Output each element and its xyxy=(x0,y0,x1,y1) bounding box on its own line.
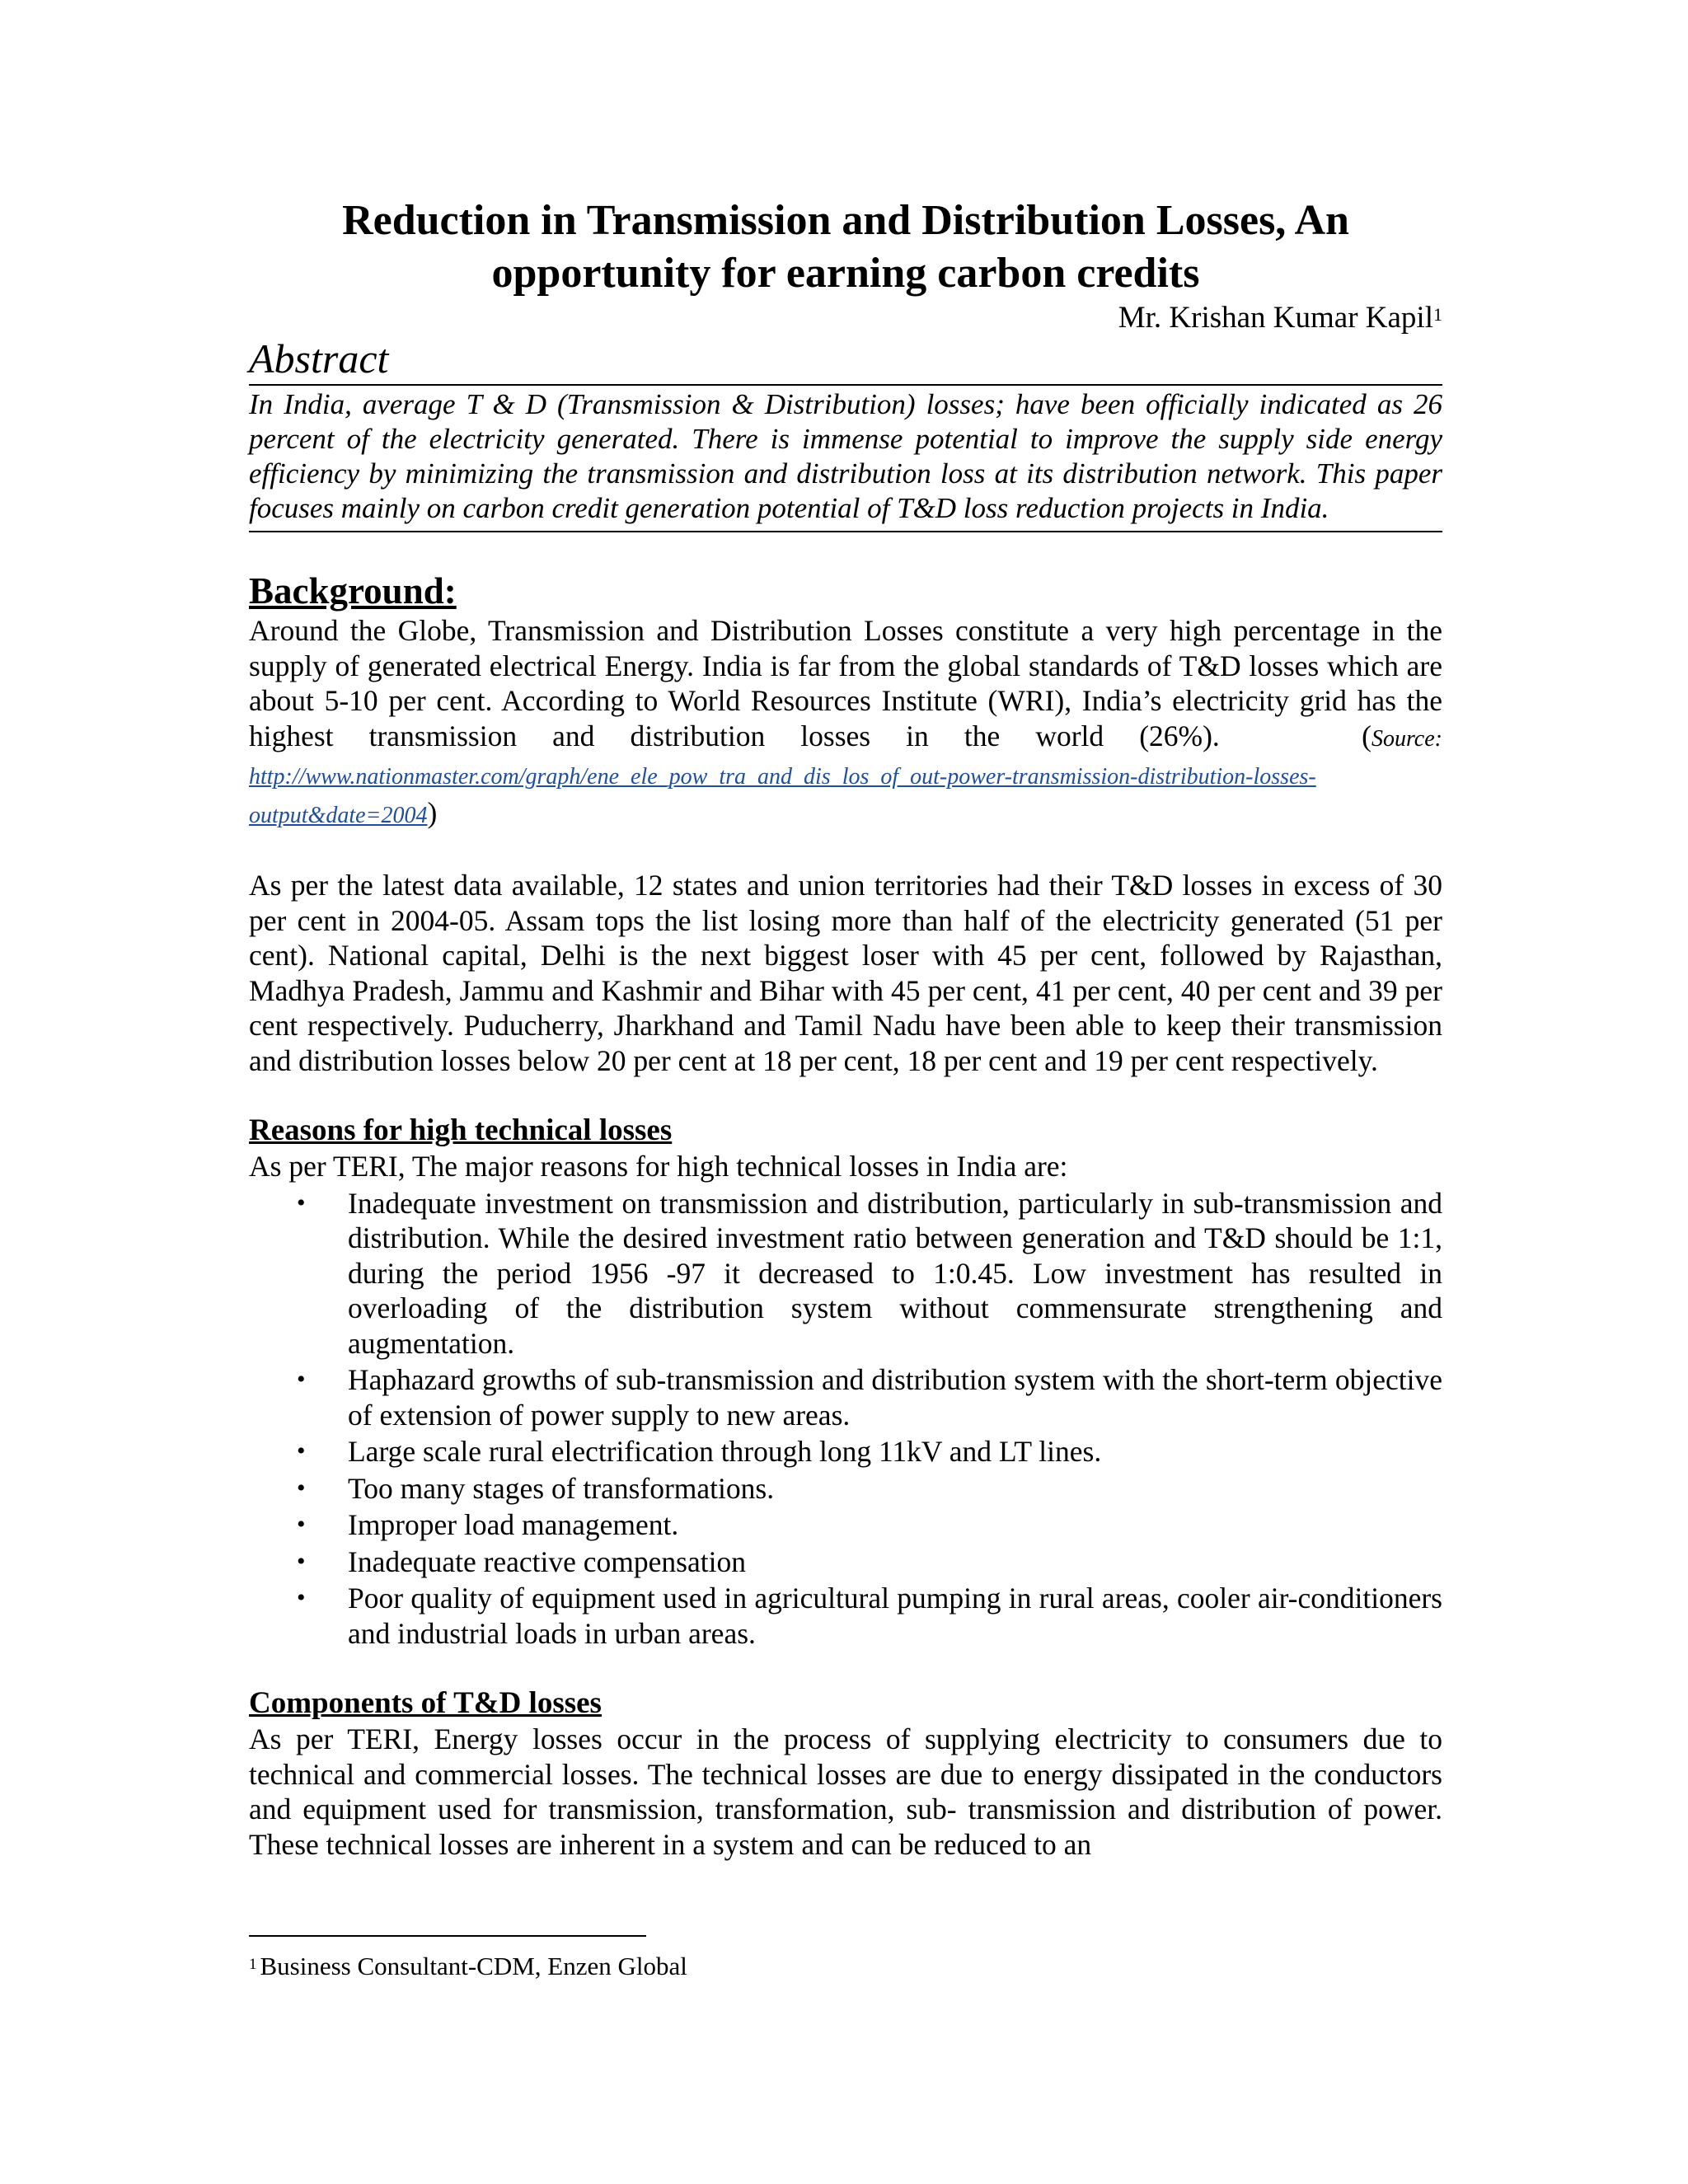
background-paragraph-2: As per the latest data available, 12 states and union territories had their T&D losses in excess of 30 per cent in 2004-05. Assam tops the list losing more than half of the electricity generated (51 per cent). National capital, Delhi is the next biggest loser with 45 per cent, followed by Rajasthan, Madhya Pradesh, Jammu and Kashmir and Bihar with 45 per cent, 41 per cent, 40 per cent and 39 per cent respectively. Puducherry, Jharkhand and Tamil Nadu have been able to keep their transmission and distribution losses below 20 per cent at 18 per cent, 18 per cent and 19 per cent respectively. xyxy=(249,869,1442,1077)
list-item-text: Large scale rural electrification through long 11kV and LT lines. xyxy=(348,1435,1102,1468)
author-footnote-mark[interactable]: 1 xyxy=(1433,304,1442,325)
author-name: Mr. Krishan Kumar Kapil xyxy=(1118,301,1433,335)
background-paragraph-1 xyxy=(249,613,1442,833)
source-link[interactable]: http://www.nationmaster.com/graph/ene_ele_pow_tra_and_dis_los_of_out-power-transmission-distribution-losses-output&date=2004 xyxy=(249,764,1316,828)
list-item xyxy=(297,1186,1442,1361)
list-item-text: Haphazard growths of sub-transmission and distribution system with the short-term objective of extension of power supply to new areas. xyxy=(348,1363,1442,1432)
list-item-text: Poor quality of equipment used in agricultural pumping in rural areas, cooler air-conditioners and industrial loads in urban areas. xyxy=(348,1582,1442,1650)
title-line-2: opportunity for earning carbon credits xyxy=(491,250,1200,297)
background-heading: Background: xyxy=(249,570,457,612)
footnote-text: Business Consultant-CDM, Enzen Global xyxy=(260,1952,687,1980)
bullet-icon: • xyxy=(297,1474,306,1502)
reasons-heading: Reasons for high technical losses xyxy=(249,1113,673,1147)
bullet-icon: • xyxy=(297,1437,306,1465)
components-heading: Components of T&D losses xyxy=(249,1686,602,1720)
components-paragraph: As per TERI, Energy losses occur in the process of supplying electricity to consumers due to technical and commercial losses. The technical losses are due to energy dissipated in the conductors and equipment used for transmission, transformation, sub- transmission and distribution of power. These technical losses are inherent in a system and can be reduced to an xyxy=(249,1722,1442,1861)
bullet-icon: • xyxy=(297,1547,306,1575)
footnote xyxy=(249,1950,687,1983)
source-open-paren: ( xyxy=(1362,719,1372,752)
list-item xyxy=(297,1544,1442,1580)
bullet-icon: • xyxy=(297,1366,306,1393)
footnote-mark: 1 xyxy=(249,1956,257,1973)
list-item xyxy=(297,1581,1442,1651)
page-content xyxy=(249,194,1442,1862)
list-item-text: Inadequate investment on transmission and distribution, particularly in sub-transmission and distribution. While the desired investment ratio between generation and T&D should be 1:1, during the period 1956 -97 it decreased to 1:0.45. Low investment has resulted in overloading of the distribution system without commensurate strengthening and augmentation. xyxy=(348,1186,1442,1360)
bullet-icon: • xyxy=(297,1188,306,1216)
source-label: Source: xyxy=(1371,725,1442,752)
abstract-text: In India, average T & D (Transmission & Distribution) losses; have been officially indicated as 26 percent of the electricity generated. There is immense potential to improve the supply side energy efficiency by minimizing the transmission and distribution loss at its distribution network. This paper focuses mainly on carbon credit generation potential of T&D loss reduction projects in India. xyxy=(249,386,1442,532)
reasons-list xyxy=(249,1186,1442,1652)
reasons-intro: As per TERI, The major reasons for high technical losses in India are: xyxy=(249,1150,1068,1183)
bullet-icon: • xyxy=(297,1584,306,1611)
list-item-text: Inadequate reactive compensation xyxy=(348,1544,746,1578)
paper-title xyxy=(249,194,1442,300)
list-item-text: Improper load management. xyxy=(348,1508,679,1541)
source-close-paren: ) xyxy=(427,795,438,829)
title-line-1: Reduction in Transmission and Distribution Losses, An xyxy=(342,197,1349,244)
list-item xyxy=(297,1471,1442,1507)
list-item xyxy=(297,1362,1442,1432)
bullet-icon: • xyxy=(297,1511,306,1538)
author-line xyxy=(249,300,1442,336)
list-item xyxy=(297,1507,1442,1543)
abstract-heading: Abstract xyxy=(249,336,1442,386)
background-paragraph-1-text: Around the Globe, Transmission and Distribution Losses constitute a very high percentage in the supply of generated electrical Energy. India is far from the global standards of T&D losses which are about 5-10 per cent. According to World Resources Institute (WRI), India’s electricity grid has the highest transmission and distribution losses in the world (26%). xyxy=(249,614,1442,752)
footnote-divider xyxy=(249,1935,646,1937)
list-item xyxy=(297,1434,1442,1469)
list-item-text: Too many stages of transformations. xyxy=(348,1471,775,1505)
